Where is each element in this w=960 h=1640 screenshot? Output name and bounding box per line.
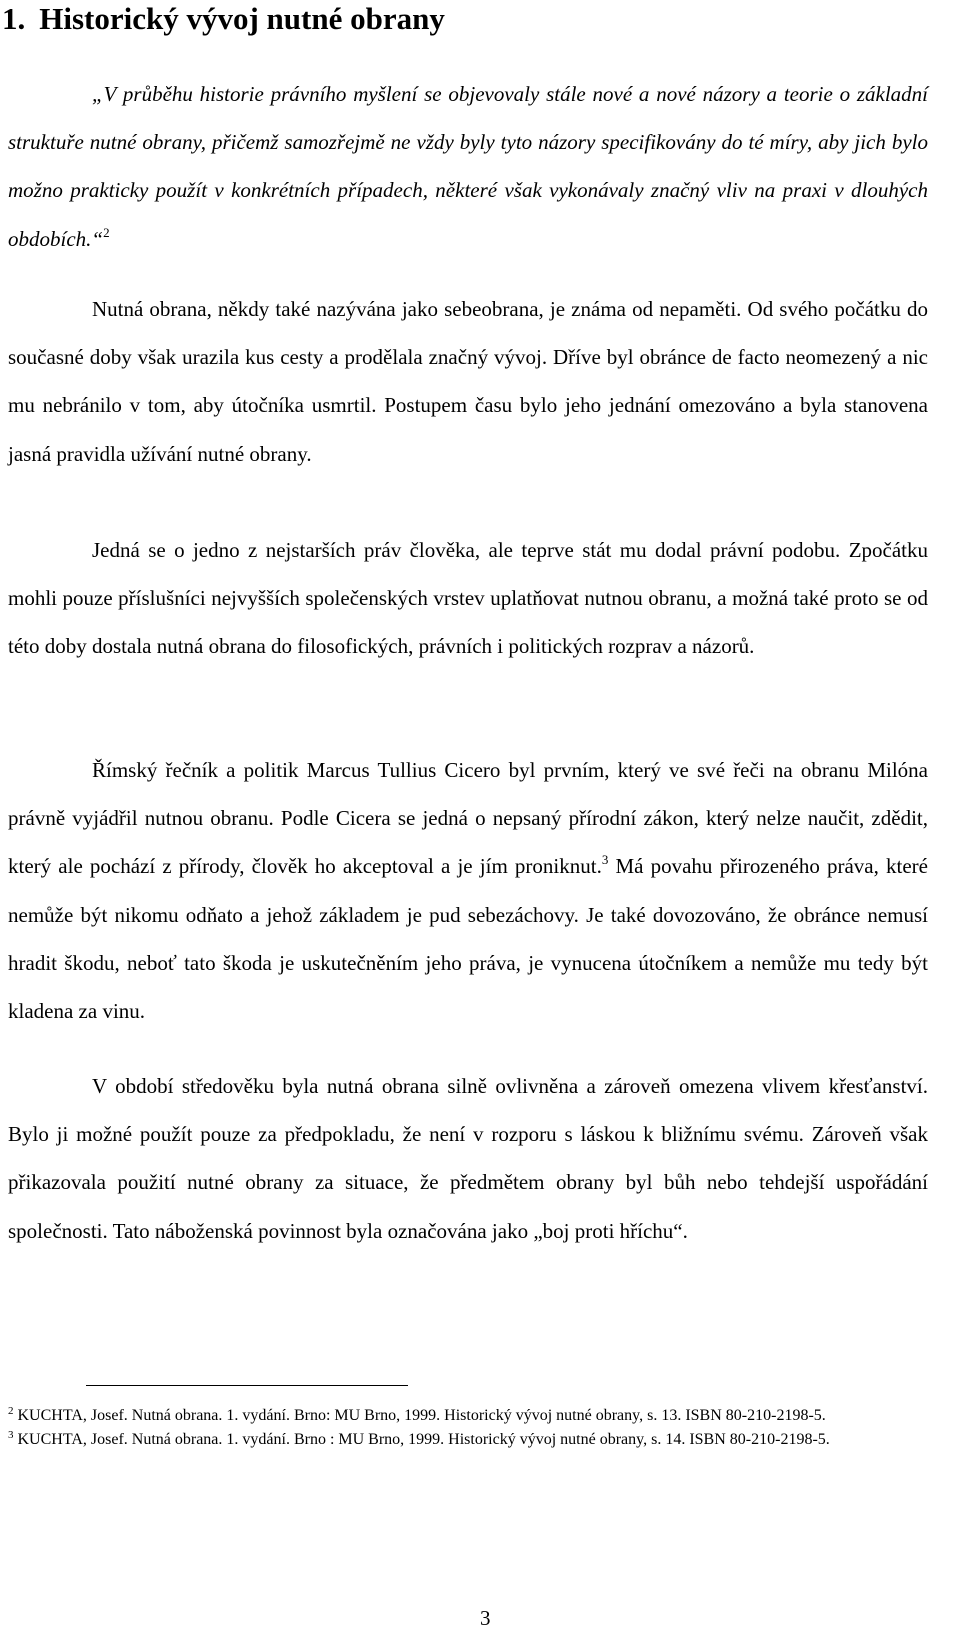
paragraph-text: Má povahu přirozeného práva, které nemůže být nikomu odňato a jehož základem je pud sebezáchovy. Je také dovozováno, že obránce nemusí hradit škodu, neboť tato škoda je uskutečněním jeho práva, je vynucena útočníkem a nemůže mu tedy být kladena za vinu. — [8, 854, 928, 1024]
footnote-text: KUCHTA, Josef. Nutná obrana. 1. vydání. Brno : MU Brno, 1999. Historický vývoj nutné obrany, s. 14. ISBN 80-210-2198-5. — [17, 1431, 830, 1448]
paragraph-text: Jedná se o jedno z nejstarších práv člověka, ale teprve stát mu dodal právní podobu. Zpočátku mohli pouze příslušníci nejvyšších společenských vrstev uplatňovat nutnou obranu, a možná také proto se od této doby dostala nutná obrana do filosofických, právních i politických rozprav a názorů. — [8, 538, 928, 659]
footnote-reference: 2 — [103, 224, 110, 240]
chapter-title: Historický vývoj nutné obrany — [39, 1, 445, 36]
page-number: 3 — [480, 1606, 491, 1630]
footnote-number: 2 — [8, 1405, 14, 1417]
footnote-text: KUCHTA, Josef. Nutná obrana. 1. vydání. Brno: MU Brno, 1999. Historický vývoj nutné obrany, s. 13. ISBN 80-210-2198-5. — [17, 1407, 826, 1424]
paragraph-text: Římský řečník a politik Marcus Tullius Cicero byl prvním, který ve své řeči na obranu Milóna právně vyjádřil nutnou obranu. Podle Cicera se jedná o nepsaný přírodní zákon, který nelze naučit, zdědit, který ale pochází z přírody, člověk ho akceptoval a je jím proniknut. — [8, 758, 928, 879]
footnote-separator — [86, 1385, 408, 1386]
footnote — [8, 1429, 928, 1451]
footnote-reference: 3 — [601, 852, 609, 868]
footnote-number: 3 — [8, 1429, 14, 1441]
quote-text: „V průběhu historie právního myšlení se objevovaly stále nové a nové názory a teorie o základní struktuře nutné obrany, přičemž samozřejmě ne vždy byly tyto názory specifikovány do té míry, aby jich bylo možno prakticky použít v konkrétních případech, některé však vykonávaly značný vliv na praxi v dlouhých obdobích.“ — [8, 82, 928, 251]
quote-paragraph — [8, 70, 928, 263]
body-paragraph — [8, 746, 928, 1035]
body-paragraph — [8, 285, 928, 478]
paragraph-text: Nutná obrana, někdy také nazývána jako sebeobrana, je známa od nepaměti. Od svého počátku do současné doby však urazila kus cesty a prodělala značný vývoj. Dříve byl obránce de facto neomezený a nic mu nebránilo v tom, aby útočníka usmrtil. Postupem času bylo jeho jednání omezováno a byla stanovena jasná pravidla užívání nutné obrany. — [8, 297, 928, 466]
chapter-heading — [2, 2, 445, 36]
body-paragraph — [8, 1062, 928, 1255]
chapter-number: 1. — [2, 1, 26, 36]
body-paragraph — [8, 526, 928, 671]
footnotes — [8, 1405, 928, 1453]
footnote — [8, 1405, 928, 1427]
paragraph-text: V období středověku byla nutná obrana silně ovlivněna a zároveň omezena vlivem křesťanství. Bylo ji možné použít pouze za předpokladu, že není v rozporu s láskou k bližnímu svému. Zároveň však přikazovala použití nutné obrany za situace, že předmětem obrany byl bůh nebo tehdejší uspořádání společnosti. Tato náboženská povinnost byla označována jako „boj proti hříchu“. — [8, 1074, 928, 1243]
